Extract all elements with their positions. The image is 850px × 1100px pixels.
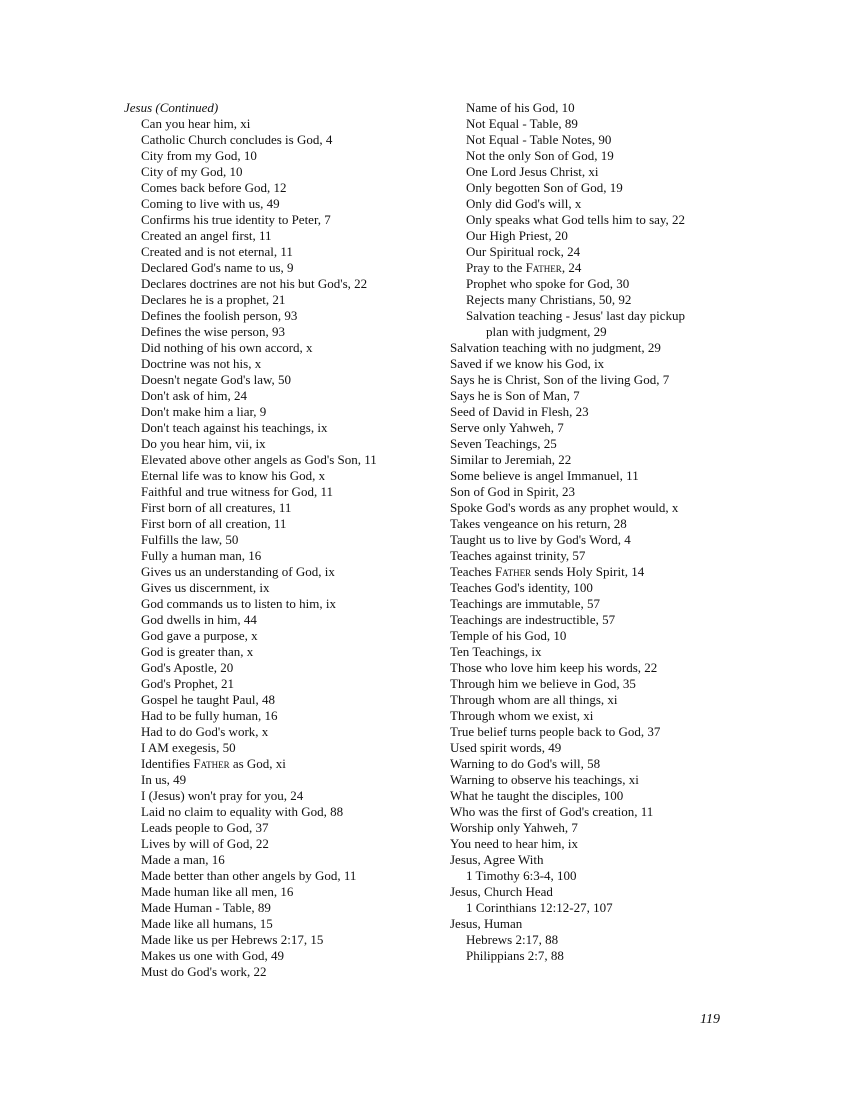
sub-entry-list <box>450 900 840 916</box>
index-entry: Do you hear him, vii, ix <box>141 436 266 451</box>
index-entry: Identifies Father as God, xi <box>141 756 286 771</box>
index-entry: Temple of his God, 10 <box>450 628 567 643</box>
index-heading: Jesus, Agree With <box>450 852 544 867</box>
index-entry: Declares he is a prophet, 21 <box>141 292 286 307</box>
index-entry: Worship only Yahweh, 7 <box>450 820 578 835</box>
index-entry: Don't ask of him, 24 <box>141 388 247 403</box>
index-entry: Don't teach against his teachings, ix <box>141 420 328 435</box>
right-entry-list <box>450 100 840 308</box>
index-entry: Had to be fully human, 16 <box>141 708 278 723</box>
index-entry: Eternal life was to know his God, x <box>141 468 326 483</box>
index-entry: Through him we believe in God, 35 <box>450 676 636 691</box>
index-heading: Jesus, Human <box>450 916 523 931</box>
index-entry-wrapped <box>450 308 840 340</box>
index-entry: Pray to the Father, 24 <box>466 260 582 275</box>
index-entry: Hebrews 2:17, 88 <box>466 932 559 947</box>
left-entry-list <box>124 116 444 980</box>
index-entry: Leads people to God, 37 <box>141 820 269 835</box>
index-entry: You need to hear him, ix <box>450 836 578 851</box>
index-entry: Seven Teachings, 25 <box>450 436 557 451</box>
index-entry: Serve only Yahweh, 7 <box>450 420 564 435</box>
index-entry: Takes vengeance on his return, 28 <box>450 516 627 531</box>
left-column <box>124 100 444 980</box>
index-entry: Taught us to live by God's Word, 4 <box>450 532 631 547</box>
page-number: 119 <box>700 1012 720 1027</box>
index-entry: I (Jesus) won't pray for you, 24 <box>141 788 304 803</box>
index-entry: Teachings are indestructible, 57 <box>450 612 616 627</box>
sub-entry-list <box>450 932 840 964</box>
index-entry: Can you hear him, xi <box>141 116 251 131</box>
index-entry: Makes us one with God, 49 <box>141 948 284 963</box>
index-entry: Through whom are all things, xi <box>450 692 618 707</box>
index-entry: God's Apostle, 20 <box>141 660 234 675</box>
index-entry: Teaches Father sends Holy Spirit, 14 <box>450 564 645 579</box>
index-entry: Saved if we know his God, ix <box>450 356 605 371</box>
index-entry: Prophet who spoke for God, 30 <box>466 276 630 291</box>
index-entry: God gave a purpose, x <box>141 628 258 643</box>
index-entry: Not Equal - Table Notes, 90 <box>466 132 612 147</box>
index-entry: God commands us to listen to him, ix <box>141 596 336 611</box>
sub-entry-list <box>450 868 840 884</box>
index-entry: Laid no claim to equality with God, 88 <box>141 804 344 819</box>
index-entry: Spoke God's words as any prophet would, x <box>450 500 679 515</box>
sub-heading-groups <box>450 852 840 964</box>
index-entry: Not the only Son of God, 19 <box>466 148 614 163</box>
index-entry: Name of his God, 10 <box>466 100 575 115</box>
index-entry: Warning to observe his teachings, xi <box>450 772 639 787</box>
index-entry: Made Human - Table, 89 <box>141 900 271 915</box>
index-entry: Doesn't negate God's law, 50 <box>141 372 292 387</box>
index-entry: Teaches God's identity, 100 <box>450 580 593 595</box>
index-entry: Only speaks what God tells him to say, 22 <box>466 212 686 227</box>
index-entry: Warning to do God's will, 58 <box>450 756 601 771</box>
index-entry: Gives us an understanding of God, ix <box>141 564 335 579</box>
index-entry: Only did God's will, x <box>466 196 582 211</box>
index-entry: Our Spiritual rock, 24 <box>466 244 581 259</box>
index-entry: Doctrine was not his, x <box>141 356 262 371</box>
index-entry: Seed of David in Flesh, 23 <box>450 404 589 419</box>
index-entry: Created an angel first, 11 <box>141 228 272 243</box>
index-entry: Says he is Christ, Son of the living God, 7 <box>450 372 670 387</box>
index-entry: City from my God, 10 <box>141 148 257 163</box>
index-entry: Declares doctrines are not his but God's, 22 <box>141 276 368 291</box>
index-entry: Through whom we exist, xi <box>450 708 594 723</box>
index-entry: Teaches against trinity, 57 <box>450 548 586 563</box>
index-entry: Son of God in Spirit, 23 <box>450 484 575 499</box>
index-entry: Elevated above other angels as God's Son, 11 <box>141 452 377 467</box>
index-entry: Made better than other angels by God, 11 <box>141 868 357 883</box>
wrapped-entry-line1: Salvation teaching - Jesus' last day pickup <box>466 308 685 323</box>
index-entry: Confirms his true identity to Peter, 7 <box>141 212 331 227</box>
index-entry: Only begotten Son of God, 19 <box>466 180 623 195</box>
index-entry: Our High Priest, 20 <box>466 228 568 243</box>
right-entry-list-2 <box>450 340 840 852</box>
index-entry: First born of all creatures, 11 <box>141 500 292 515</box>
index-entry: Faithful and true witness for God, 11 <box>141 484 333 499</box>
index-entry: What he taught the disciples, 100 <box>450 788 624 803</box>
index-entry: Philippians 2:7, 88 <box>466 948 564 963</box>
index-entry: I AM exegesis, 50 <box>141 740 236 755</box>
index-entry: Made like us per Hebrews 2:17, 15 <box>141 932 324 947</box>
index-entry: 1 Timothy 6:3-4, 100 <box>466 868 577 883</box>
index-entry: Comes back before God, 12 <box>141 180 287 195</box>
index-entry: In us, 49 <box>141 772 187 787</box>
index-entry: One Lord Jesus Christ, xi <box>466 164 599 179</box>
right-column <box>450 100 840 964</box>
index-entry: Teachings are immutable, 57 <box>450 596 600 611</box>
index-entry: Declared God's name to us, 9 <box>141 260 294 275</box>
index-entry: Those who love him keep his words, 22 <box>450 660 658 675</box>
index-entry: Had to do God's work, x <box>141 724 269 739</box>
index-entry: Similar to Jeremiah, 22 <box>450 452 572 467</box>
index-entry: Who was the first of God's creation, 11 <box>450 804 654 819</box>
index-entry: First born of all creation, 11 <box>141 516 287 531</box>
index-entry: True belief turns people back to God, 37 <box>450 724 661 739</box>
index-entry: Don't make him a liar, 9 <box>141 404 267 419</box>
index-entry: Says he is Son of Man, 7 <box>450 388 580 403</box>
index-entry: Coming to live with us, 49 <box>141 196 280 211</box>
index-entry: Gives us discernment, ix <box>141 580 270 595</box>
index-entry: God dwells in him, 44 <box>141 612 257 627</box>
wrapped-entry-line2: plan with judgment, 29 <box>486 324 607 339</box>
index-entry: Did nothing of his own accord, x <box>141 340 313 355</box>
index-entry: Salvation teaching with no judgment, 29 <box>450 340 661 355</box>
index-entry: Lives by will of God, 22 <box>141 836 269 851</box>
index-entry: Fulfills the law, 50 <box>141 532 239 547</box>
index-entry: Defines the foolish person, 93 <box>141 308 298 323</box>
index-entry: 1 Corinthians 12:12-27, 107 <box>466 900 613 915</box>
index-entry: Made human like all men, 16 <box>141 884 294 899</box>
section-heading: Jesus (Continued) <box>124 100 219 115</box>
index-entry: Made like all humans, 15 <box>141 916 273 931</box>
index-entry: Created and is not eternal, 11 <box>141 244 293 259</box>
index-entry: City of my God, 10 <box>141 164 243 179</box>
index-entry: Some believe is angel Immanuel, 11 <box>450 468 639 483</box>
index-entry: God's Prophet, 21 <box>141 676 234 691</box>
index-heading: Jesus, Church Head <box>450 884 553 899</box>
index-entry: Rejects many Christians, 50, 92 <box>466 292 632 307</box>
index-entry: Not Equal - Table, 89 <box>466 116 578 131</box>
index-entry: Gospel he taught Paul, 48 <box>141 692 275 707</box>
index-entry: Catholic Church concludes is God, 4 <box>141 132 333 147</box>
index-entry: Must do God's work, 22 <box>141 964 267 979</box>
index-entry: Fully a human man, 16 <box>141 548 262 563</box>
index-entry: Ten Teachings, ix <box>450 644 542 659</box>
index-entry: Used spirit words, 49 <box>450 740 562 755</box>
index-entry: God is greater than, x <box>141 644 254 659</box>
index-entry: Defines the wise person, 93 <box>141 324 286 339</box>
wrapped-entry-list <box>450 308 840 340</box>
index-entry: Made a man, 16 <box>141 852 225 867</box>
